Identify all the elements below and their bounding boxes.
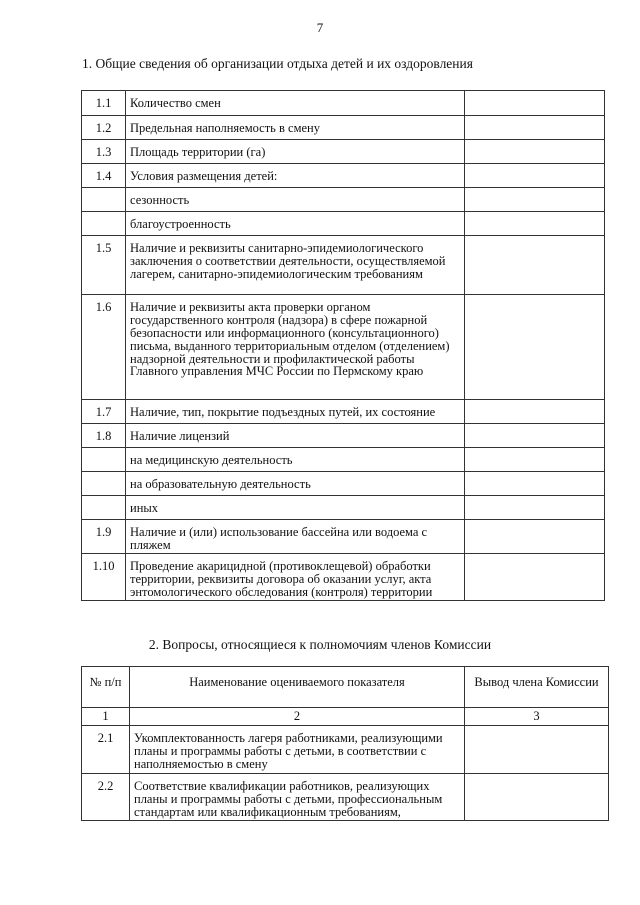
row-value-cell	[465, 212, 605, 236]
row-text-cell: Предельная наполняемость в смену	[126, 116, 465, 140]
row-value-cell	[465, 496, 605, 520]
row-number-cell: 1.10	[82, 554, 126, 601]
row-value-cell	[465, 91, 605, 116]
table-row	[82, 400, 605, 424]
row-value-cell	[465, 554, 605, 601]
row-value-cell	[465, 140, 605, 164]
row-value-cell	[465, 164, 605, 188]
row-value-cell	[465, 773, 609, 820]
row-text-cell: Проведение акарицидной (противоклещевой) обработки территории, реквизиты договора об оказании услуг, акта энтомологического обследования (контроля) территории	[126, 554, 465, 601]
row-text-cell: Наличие и (или) использование бассейна или водоема с пляжем	[126, 520, 465, 554]
general-info-table	[81, 90, 605, 601]
column-number-3: 3	[465, 708, 609, 726]
table-row	[82, 472, 605, 496]
row-text-cell: Укомплектованность лагеря работниками, реализующими планы и программы работы с детьми, в соответствии с наполняемостью в смену	[130, 725, 465, 773]
row-value-cell	[465, 424, 605, 448]
table-row	[82, 188, 605, 212]
row-number-cell: 1.2	[82, 116, 126, 140]
page-number: 7	[316, 20, 324, 35]
table-row	[82, 140, 605, 164]
row-value-cell	[465, 236, 605, 295]
table-row	[82, 554, 605, 601]
section1-heading: 1. Общие сведения об организации отдыха детей и их оздоровления	[82, 56, 473, 71]
row-text-cell: благоустроенность	[126, 212, 465, 236]
header-conclusion-cell: Вывод члена Комиссии	[465, 667, 609, 708]
table-row	[82, 295, 605, 400]
row-value-cell	[465, 472, 605, 496]
row-text-cell: Соответствие квалификации работников, реализующих планы и программы работы с детьми, профессиональным стандартам или квалификационным требованиям,	[130, 773, 465, 820]
table-header-row	[82, 667, 609, 708]
row-number-cell: 2.1	[82, 725, 130, 773]
row-text-cell: Наличие лицензий	[126, 424, 465, 448]
header-number-cell: № п/п	[82, 667, 130, 708]
column-numbers-row	[82, 708, 609, 726]
row-number-cell: 1.8	[82, 424, 126, 448]
row-number-cell: 2.2	[82, 773, 130, 820]
row-text-cell: иных	[126, 496, 465, 520]
row-number-cell	[82, 212, 126, 236]
table-row	[82, 773, 609, 820]
row-number-cell: 1.6	[82, 295, 126, 400]
row-value-cell	[465, 116, 605, 140]
column-number-1: 1	[82, 708, 130, 726]
table-row	[82, 236, 605, 295]
row-text-cell: Наличие, тип, покрытие подъездных путей, их состояние	[126, 400, 465, 424]
table-row	[82, 496, 605, 520]
row-number-cell: 1.7	[82, 400, 126, 424]
row-number-cell: 1.3	[82, 140, 126, 164]
column-number-2: 2	[130, 708, 465, 726]
row-text-cell: Количество смен	[126, 91, 465, 116]
row-number-cell	[82, 448, 126, 472]
commission-questions-table	[81, 666, 609, 821]
row-text-cell: сезонность	[126, 188, 465, 212]
row-number-cell: 1.4	[82, 164, 126, 188]
row-number-cell	[82, 496, 126, 520]
row-number-cell: 1.1	[82, 91, 126, 116]
row-text-cell: Наличие и реквизиты санитарно-эпидемиологического заключения о соответствии деятельности, осуществляемой лагерем, санитарно-эпидемиологическим требованиям	[126, 236, 465, 295]
row-value-cell	[465, 295, 605, 400]
section2-heading: 2. Вопросы, относящиеся к полномочиям членов Комиссии	[148, 637, 492, 652]
row-number-cell: 1.9	[82, 520, 126, 554]
row-value-cell	[465, 400, 605, 424]
table-row	[82, 212, 605, 236]
row-number-cell	[82, 472, 126, 496]
row-text-cell: Условия размещения детей:	[126, 164, 465, 188]
row-value-cell	[465, 520, 605, 554]
row-value-cell	[465, 448, 605, 472]
table-row	[82, 116, 605, 140]
table-row	[82, 448, 605, 472]
row-text-cell: Наличие и реквизиты акта проверки органом государственного контроля (надзора) в сфере пожарной безопасности или информационного (консультационного) письма, выданного территориальным отделом (отделением) надзорной деятельности и профилактической работы Главного управления МЧС России по Пермскому краю	[126, 295, 465, 400]
row-value-cell	[465, 725, 609, 773]
table-row	[82, 164, 605, 188]
table-row	[82, 424, 605, 448]
table-row	[82, 91, 605, 116]
row-number-cell: 1.5	[82, 236, 126, 295]
row-text-cell: на медицинскую деятельность	[126, 448, 465, 472]
row-text-cell: Площадь территории (га)	[126, 140, 465, 164]
header-indicator-cell: Наименование оцениваемого показателя	[130, 667, 465, 708]
row-number-cell	[82, 188, 126, 212]
table-row	[82, 725, 609, 773]
row-text-cell: на образовательную деятельность	[126, 472, 465, 496]
row-value-cell	[465, 188, 605, 212]
table-row	[82, 520, 605, 554]
